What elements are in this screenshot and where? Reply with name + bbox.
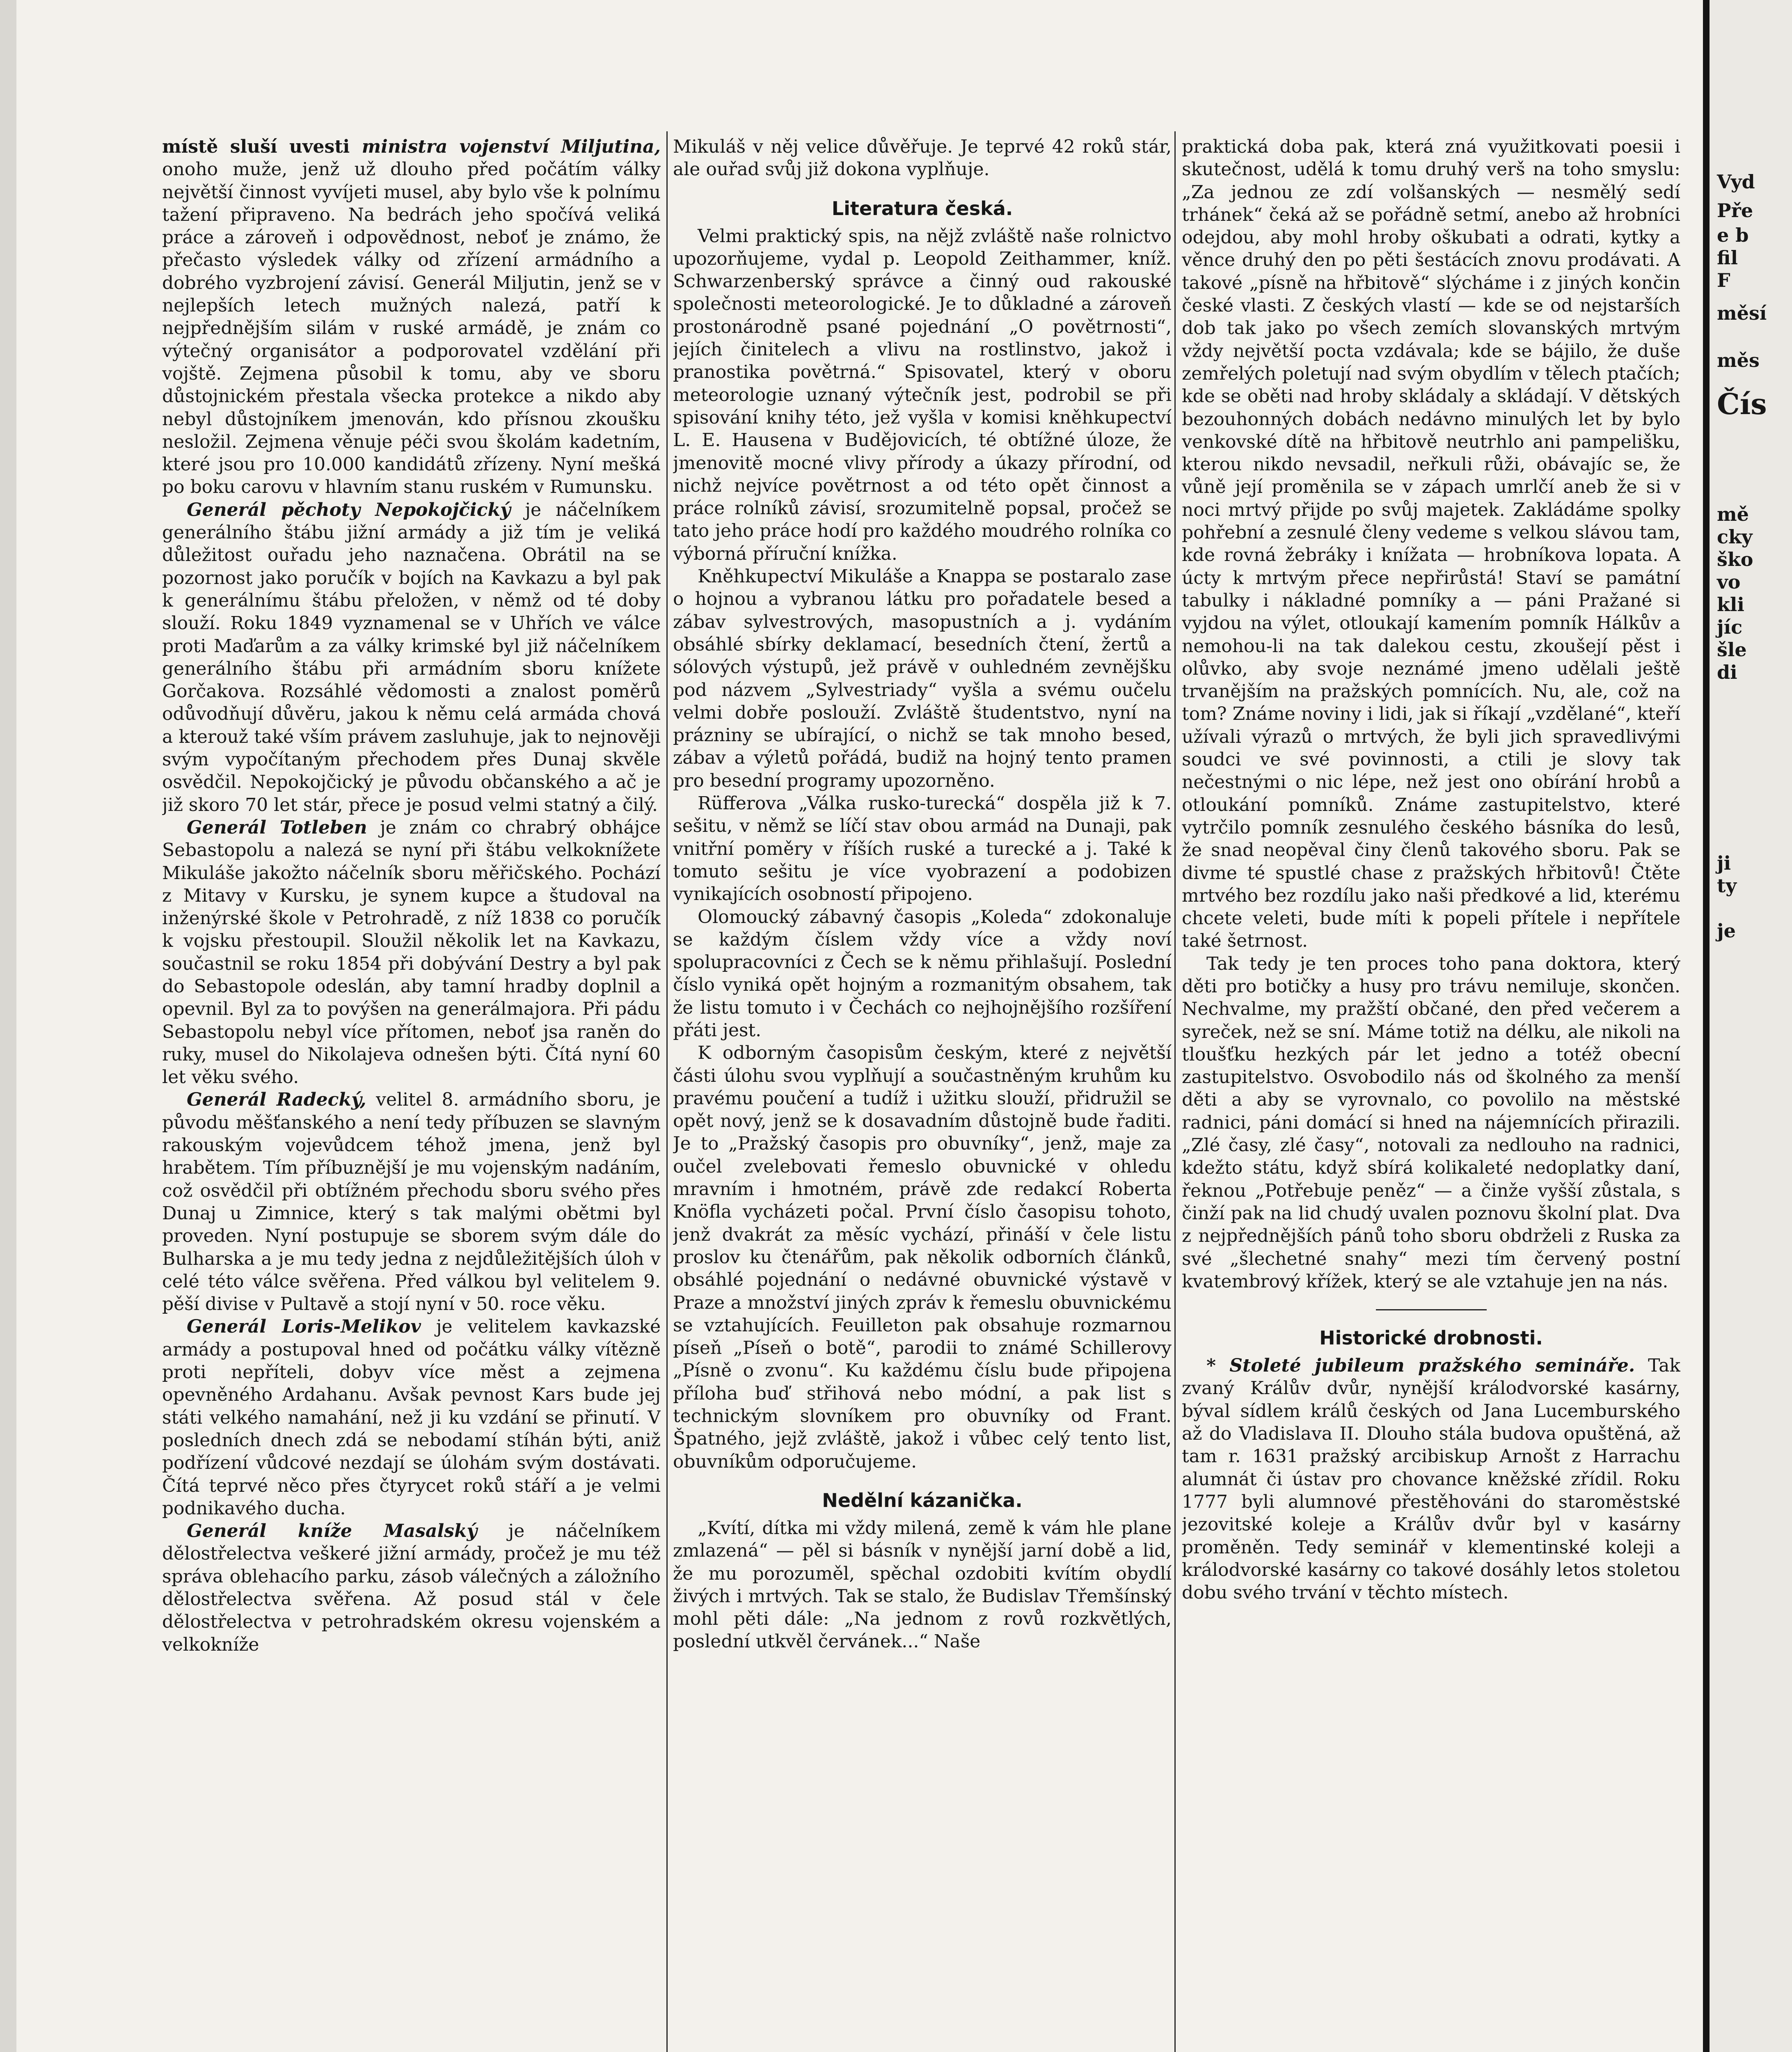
margin-fragment: kli [1717, 593, 1744, 616]
paragraph: Kněhkupectví Mikuláše a Knappa se postaralo zase o hojnou a vybranou látku pro pořadatele besed a zábav sylvestrových, masopustních a j. vydáním obsáhlé sbírky deklamací, besedních čtení, žertů a sólových výstupů, jež právě v ouhledném zevnějšku pod názvem „Sylvestriady“ vyšla a svému oučelu velmi dobře poslouží. Zvláště študentstvo, nyní na prázniny se ubírající, o nichž se tak mnoho besed, zábav a výletů pořádá, budiž na hojný tento pramen pro besední programy upozorněno. [673, 566, 1172, 791]
adjacent-page-fragment [1710, 0, 1792, 2052]
margin-fragment: F [1717, 269, 1730, 291]
paragraph: Tak tedy je ten proces toho pana doktora, který děti pro botičky a husy pro trávu nemiluje, skončen. Nechvalme, my pražští občané, den před večerem a syreček, než se sní. Máme totiž na délku, ale nikoli na tloušťku hezkých pár let jedno a totéž obecní zastupitelstvo. Osvobodilo nás od školného za menší děti a aby se vyrovnalo, co povolilo na městské radnici, páni domácí si hned na nájemnících přirazili. „Zlé časy, zlé časy“, notovali za nedlouho na radnici, kdežto státu, když sbírá kolikaleté nedoplatky daní, řeknou „Potřebuje peněz“ — a činže vyšší zůstala, s činží pak na lid chudý uvalen poznovu školní plat. Dva z nejpřednějších pánů toho sboru obdrželi z Ruska za své „šlechetné snahy“ mezi tím červený postní kvatembrový křížek, který se ale vztahuje jen na nás. [1182, 953, 1680, 1292]
continuation-text: praktická doba pak, která zná využitkovati poesii i skutečnost, udělá k tomu druhý verš na toho smyslu: „Za jednou ze zdí volšanských — nesmělý sedí trhánek“ čeká až se pořádně setmí, anebo až hrobníci odejdou, aby mohl hroby oškubati a odrati, kytky a věnce druhý den po pěti šestácích znovu prodávati. A takové „písně na hřbitově“ slýcháme i z jiných končin české vlasti. Z českých vlastí — kde se od nejstarších dob tak jako po všech zemích slovanských mrtvým vždy největší pocta vzdávala; kde se bájilo, že duše zemřelých poletují nad svým obydlím v tělech ptačích; kde se oběti nad hroby skládaly a skládají. V dětských bezouhonných dobách nedávno minulých let by bylo venkovské dítě na hřbitově neutrhlo ani pampelišku, kterou nikdo nevsadil, neřkuli růži, obávajíc se, že vůně její proměnila se v zápach umrlčí aneb že si v noci mrtvý přijde po svůj majetek. Zakládáme spolky pohřební a zesnulé členy vedeme s velkou slávou tam, kde rovná žebráky i knížata — hrobníkova lopata. A úcty k mrtvým přece nepřirůstá! Staví se památní tabulky i nákladné pomníky a — páni Pražané si vyjdou na výlet, otloukají kamením pomník Hálkův a nemohou-li na tak dalekou cestu, zkoušejí pěst i olůvko, aby svoje neznámé jmeno udělali ještě trvanějším na pražských pomnících. Nu, ale, což na tom? Známe noviny i lidi, jak si říkají „vzdělané“, kteří užívali výrazů o mrtvých, že byli jich spravedlivými soudci ve své povinnosti, a ctili je slovy tak nečestnými o nic lépe, než jest ono obírání hrobů a otloukání pomníků. Známe zastupitelstvo, které vytrčilo pomník zesnulého českého básníka do lesů, že snad neopěval činy členů takového sboru. Pak se divme té spustlé chase z pražských hřbitovů! Čtěte mrtvého bez rozdílu jako naši předkové a lid, kterému chcete veleti, bude míti k popeli přítele i nepřítele také šetrnost. [1182, 136, 1680, 952]
margin-fragment: di [1717, 661, 1737, 683]
intro-lead: místě sluší uvesti [162, 136, 362, 157]
column-3 [1182, 135, 1680, 2052]
column-2 [673, 135, 1172, 2052]
margin-fragment: měs [1717, 349, 1760, 371]
page-gutter [1703, 0, 1710, 2052]
margin-fragment: mě [1717, 503, 1749, 525]
paragraph: Olomoucký zábavný časopis „Koleda“ zdokonaluje se každým číslem vždy více a vždy noví spolupracovníci z Čech se k němu přihlašují. Poslední číslo vyniká opět hojným a rozmanitým obsahem, tak že listu tomuto i v Čechách co nejhojnějšího rozšíření přáti jest. [673, 906, 1172, 1041]
column-1 [162, 135, 661, 2052]
paragraph: Velmi praktický spis, na nějž zvláště naše rolnictvo upozorňujeme, vydal p. Leopold Zeithammer, kníž. Schwarzenberský správce a činný oud rakouské společnosti meteorologické. Je to důkladné a zároveň prostonárodně psané pojednání „O povětrnosti“, jejích činitelech a vlivu na rostlinstvo, jakož i pranostika povětrná.“ Spisovatel, který v oboru meteorologie uznaný výtečník jest, podrobil se při spisování knihy této, jež vyšla v komisi kněhkupectví L. E. Hausena v Budějovicích, té obtížné úloze, že jmenovitě mocné vlivy přírody a úkazy přírodní, od nichž nejvíce povětrnost a od této opět činnost a práce rolníků závisí, srozumitelně popsal, pročež se tato jeho práce hodí pro každého moudrého rolníka co výborná příruční knížka. [673, 225, 1172, 564]
margin-fragment: vo [1717, 571, 1741, 593]
margin-fragment: je [1717, 920, 1736, 942]
paragraph [162, 1088, 661, 1315]
paragraph [162, 1520, 661, 1656]
margin-fragment: cky [1717, 526, 1753, 548]
column-divider [666, 131, 668, 2052]
paragraph-text: je náčelníkem generálního štábu jižní armády a již tím je veliká důležitost ouřadu jeho naznačena. Obrátil na se pozornost jako poručík v bojích na Kavkazu a byl pak k generálnímu štábu přeložen, v němž od té doby slouží. Roku 1849 vyznamenal se v Uhřích ve válce proti Maďarům a za války krimské byl již náčelníkem generálního štábu při armádním sboru knížete Gorčakova. Rozsáhlé vědomosti a znalost poměrů odůvodňují důvěru, jakou k němu celá armáda chová a kterouž také vším právem zasluhuje, jak to nejnověji svým vypočítaným přechodem přes Dunaj skvěle osvědčil. Nepokojčický je původu občanského a ač je již skoro 70 let stár, přece je posud velmi statný a čilý. [162, 499, 661, 815]
paragraph-lead: Generál Loris-Melikov [187, 1316, 421, 1337]
margin-fragment: ško [1717, 548, 1753, 570]
paragraph: K odborným časopisům českým, které z největší části úlohu svou vyplňují a součastněným kruhům ku pravému poučení a tudíž i užitku slouží, přidružil se opět nový, jenž se k dosavadním důstojně bude řaditi. Je to „Pražský časopis pro obuvníky“, jenž, maje za oučel zvelebovati řemeslo obuvnické v ohledu mravním i hmotném, právě zde redakcí Roberta Knöfla vycházeti počal. První číslo časopisu tohoto, jenž dvakrát za měsíc vychází, přináší v čele listu proslov ku čtenářům, pak několik odborních článků, obsáhlé pojednání o nedávné obuvnické výstavě v Praze a množství jiných zpráv k řemeslu obuvnickému se vztahujících. Feuilleton pak obsahuje rozmarnou píseň „Píseň o botě“, parodii to známé Schillerovy „Písně o zvonu“. Ku každému číslu bude připojena příloha buď střihová nebo módní, a pak list s technickým slovníkem pro obuvníky od Frant. Špatného, jejž zvláště, jakož i vůbec celý tento list, obuvníkům odporučujeme. [673, 1042, 1172, 1472]
continuation-text: Mikuláš v něj velice důvěřuje. Je teprvé 42 roků stár, ale ouřad svůj již dokona vyplňuje. [673, 136, 1172, 180]
intro-lead-italic: ministra vojenství Miljutina, [362, 136, 661, 157]
margin-fragment: Čís [1717, 387, 1767, 421]
paragraph-lead: Generál Totleben [187, 817, 367, 838]
scan-edge [0, 0, 16, 2052]
paragraph-text: Tak zvaný Králův dvůr, nynější králodvorské kasárny, býval sídlem králů českých od Jana Lucemburského až do Vladislava II. Dlouho stála budova opuštěná, až tam r. 1631 pražský arcibiskup Arnošt z Harrachu alumnát či ústav pro chovance kněžské zřídil. Roku 1777 byli alumnové přestěhováni do staroměstské jezovitské koleje a Králův dvůr byl v kasárny proměněn. Tedy seminář v klementinské koleji a králodvorské kasárny co takové dosáhly letos stoletou dobu svého trvání v těchto místech. [1182, 1355, 1680, 1603]
section-heading-literatura: Literatura česká. [831, 197, 1013, 220]
paragraph: Rüfferova „Válka rusko-turecká“ dospěla již k 7. sešitu, v němž se líčí stav obou armád na Dunaji, pak vnitřní poměry v říších ruské a turecké a j. Také k tomuto sešitu je více vyobrazení a podobizen vynikajících osobností připojeno. [673, 793, 1172, 905]
intro-text: onoho muže, jenž už dlouho před počátím války největší činnost vyvíjeti musel, aby bylo vše k polnímu tažení připraveno. Na bedrách jeho spočívá veliká práce a zároveň i odpovědnost, neboť je známo, že přečasto výsledek války od zřízení armádního a dobrého vyzbrojení závisí. Generál Miljutin, jenž se v nejlepších letech mužných nalezá, patří k nejpřednějším silám v ruské armádě, je znám co výtečný organisátor a podporovatel vzdělání při vojště. Zejmena působil k tomu, aby ve sboru důstojnickém přestala všecka protekce a nikdo aby nebyl důstojníkem jmenován, kdo přísnou zkoušku nesložil. Zejmena věnuje péči svou školám kadetním, které jsou pro 10.000 kandidátů zřízeny. Nyní mešká po boku carovu v hlavním stanu ruském v Rumunsku. [162, 159, 661, 498]
paragraph-text: je náčelníkem dělostřelectva veškeré jižní armády, pročež je mu též správa oblehacího parku, zásob válečných a záložního dělostřelectva svěřena. Až posud stál v čele dělostřelectva v petrohradském okresu vojenském a velkokníže [162, 1521, 661, 1655]
paragraph-text: velitel 8. armádního sboru, je původu měšťanského a není tedy příbuzen se slavným rakouským vojevůdcem téhož jmena, jenž byl hrabětem. Tím příbuznější je mu vojenským nadáním, což osvědčil při obtížném přechodu sboru svého přes Dunaj u Zimnice, který s tak malými obětmi byl proveden. Nyní postupuje se sborem svým dále do Bulharska a je mu tedy jedna z nejdůležitějších úloh v celé této válce svěřena. Před válkou byl velitelem 9. pěší divise v Pultavě a stojí nyní v 50. roce věku. [162, 1089, 661, 1315]
section-heading-historicke: Historické drobnosti. [1319, 1327, 1543, 1349]
margin-fragment: Pře [1717, 199, 1753, 222]
paragraph [162, 499, 661, 816]
paragraph: „Kvítí, dítka mi vždy milená, země k vám hle plane zmlazená“ — pěl si básník v nynější jarní době a lid, že mu porozuměl, spěchal ozdobiti kvítím obydlí živých i mrtvých. Tak se stalo, že Budislav Třemšínský mohl pěti dále: „Na jednom z rovů rozkvětlých, poslední utkvěl červánek...“ Naše [673, 1517, 1172, 1652]
margin-fragment: jíc [1717, 616, 1743, 638]
paragraph [162, 1315, 661, 1520]
section-heading-kazanicka: Nedělní kázanička. [822, 1489, 1023, 1512]
margin-fragment: Vyd [1717, 171, 1755, 193]
margin-fragment: měsí [1717, 302, 1767, 324]
paragraph-lead: Generál Radecký, [187, 1089, 366, 1111]
column-divider [1174, 131, 1176, 2052]
paragraph-lead: Generál kníže Masalský [187, 1521, 477, 1542]
paragraph-lead: * Stoleté jubileum pražského semináře. [1206, 1355, 1635, 1376]
section-rule [1376, 1309, 1487, 1310]
margin-fragment: ji [1717, 852, 1731, 874]
paragraph [162, 816, 661, 1089]
margin-fragment: e b [1717, 224, 1749, 246]
margin-fragment: ty [1717, 875, 1737, 897]
margin-fragment: šle [1717, 639, 1747, 661]
article-intro [162, 135, 661, 499]
margin-fragment: fil [1717, 247, 1738, 269]
paragraph [1182, 1354, 1680, 1604]
paragraph-lead: Generál pěchoty Nepokojčický [187, 499, 511, 520]
paragraph-text: je velitelem kavkazské armády a postupoval hned od počátku války vítězně proti nepříteli, dobyv více měst a zejmena opevněného Ardahanu. Avšak pevnost Kars bude jej státi velkého namahání, než ji ku vzdání se přinutí. V posledních dnech zdá se nebodamí stíhán býti, aniž podřízení vůdcové nezdají se úlohám svým dostávati. Čítá teprvé něco přes čtyrycet roků stáří a je velmi podnikavého ducha. [162, 1316, 661, 1519]
paragraph-text: je znám co chrabrý obhájce Sebastopolu a nalezá se nyní při štábu velkoknížete Mikuláše jakožto náčelník sboru měřičského. Pochází z Mitavy v Kursku, je synem kupce a študoval na inženýrské škole v Petrohradě, z níž 1838 co poručík k vojsku přestoupil. Sloužil několik let na Kavkazu, součastnil se roku 1854 při dobývání Destry a byl pak do Sebastopole odeslán, aby tamní hradby doplnil a opevnil. Byl za to povýšen na generálmajora. Při pádu Sebastopolu nebyl více přítomen, neboť jsa raněn do ruky, musel do Nikolajeva odnešen býti. Čítá nyní 60 let věku svého. [162, 817, 661, 1088]
